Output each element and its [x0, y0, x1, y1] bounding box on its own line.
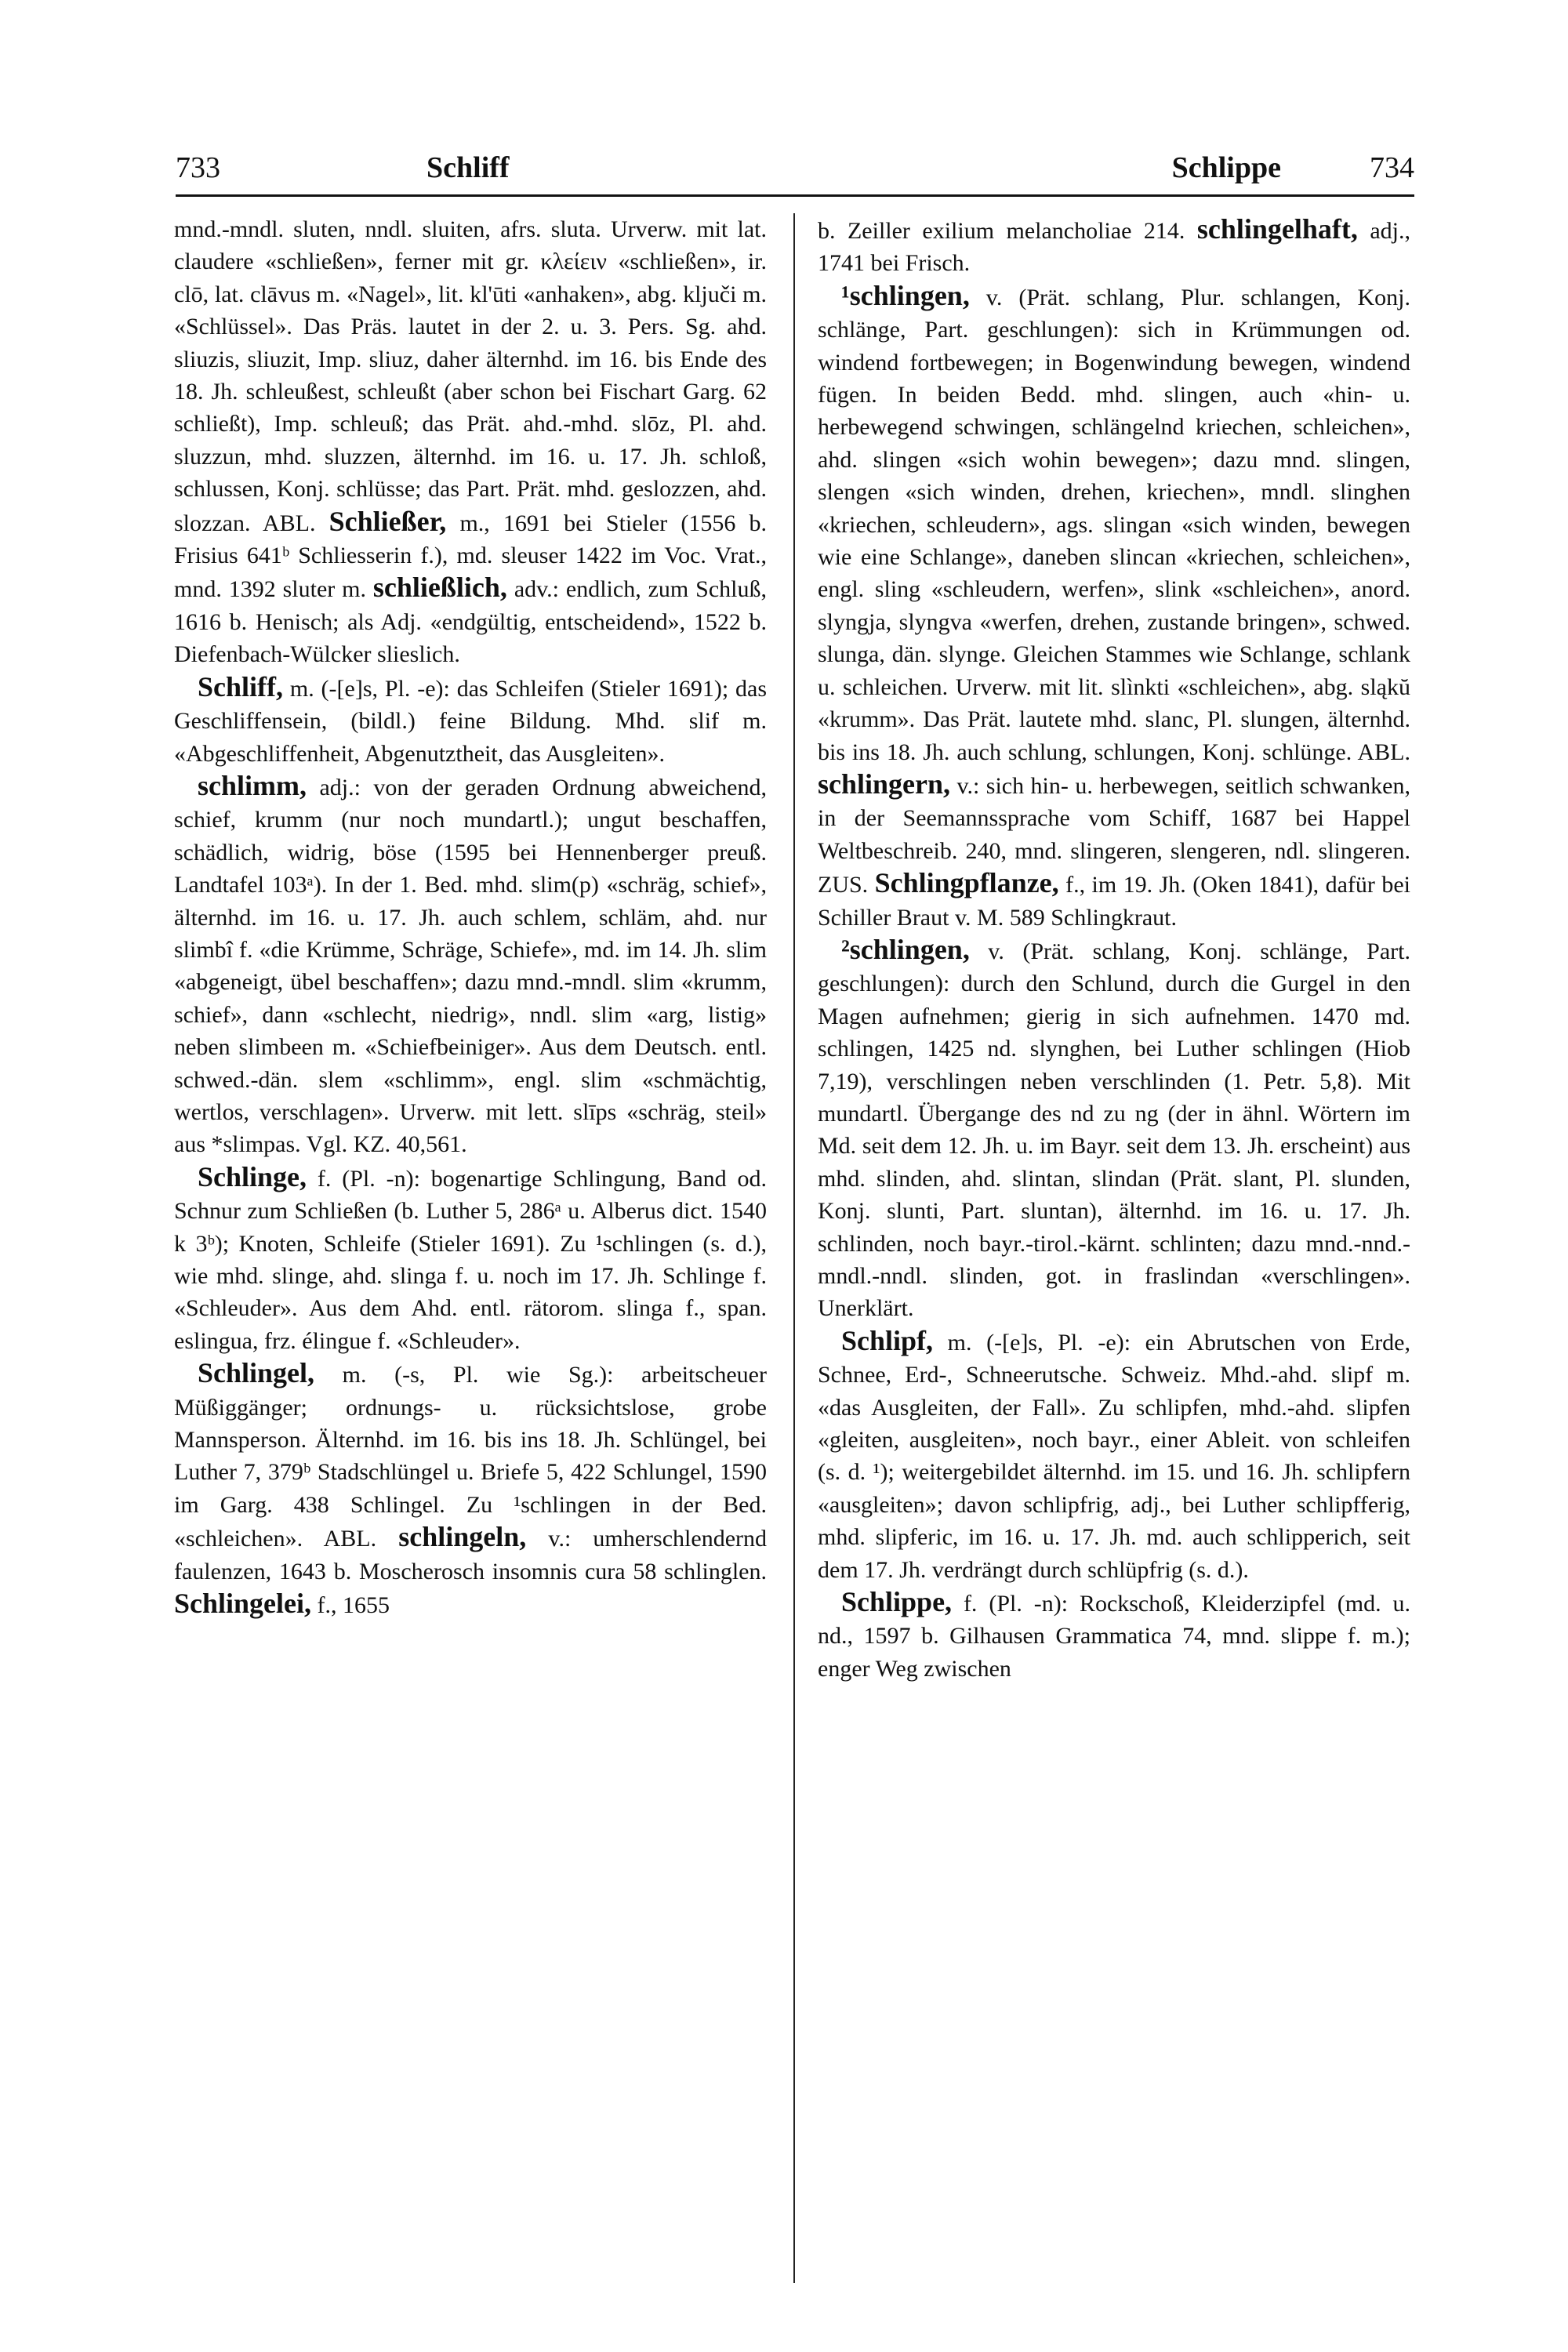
entry-text: v.: sich hin- u. herbewegen, seitlich schwanken, in der Seemannssprache vom Schiff, 1687 bei Happel Weltbeschreib. 240, mnd. slingeren, slengeren, ndl. slingeren. ZUS.: [818, 772, 1410, 898]
entry-continuation: [174, 213, 767, 671]
entry-schlipf: [818, 1325, 1410, 1586]
entry-text: m. (-[e]s, Pl. -e): das Schleifen (Stieler 1691); das Geschliffensein, (bildl.) feine Bildung. Mhd. slif m. «Abgeschliffenheit, Abgenutztheit, das Ausgleiten».: [174, 675, 767, 767]
entry-text: v. (Prät. schlang, Plur. schlangen, Konj. schlänge, Part. geschlungen): sich in Krümmungen od. windend fortbewegen; in Bogenwindung bewegen, windend fügen. In beiden Bedd. mhd. slingen, auch «hin- u. herbewegend schwingen, schlängelnd kriechen, schleichen», ahd. slingen «sich wohin bewegen»; dazu mnd. slingen, slengen «sich winden, drehen, kriechen», mndl. slinghen «kriechen, schleudern», ags. slingan «sich winden, bewegen wie eine Schlange», daneben slincan «kriechen, schleichen», engl. sling «schleudern, werfen», slink «schleichen», anord. slyngja, slyngva «werfen, drehen, zustande bringen», schwed. slunga, dän. slynge. Gleichen Stammes wie Schlange, schlank u. schleichen. Urverw. mit lit. slìnkti «schleichen», abg. sląkŭ «krumm». Das Prät. lautete mhd. slanc, Pl. slungen, älternhd. bis ins 18. Jh. auch schlung, schlungen, Konj. schlünge. ABL.: [818, 284, 1410, 765]
running-head-left: Schliff: [426, 151, 510, 184]
page-number-right: 734: [1370, 151, 1414, 184]
headword-schlingen-1: ¹schlingen,: [841, 279, 970, 311]
entry-text: v.: umherschlendernd faulenzen, 1643 b. Moscherosch insomnis cura 58 schlinglen.: [174, 1526, 767, 1584]
headword-schlingelhaft: schlingelhaft,: [1196, 213, 1358, 245]
entry-text: v. (Prät. schlang, Konj. schlänge, Part. geschlungen): durch den Schlund, durch die Gurgel in den Magen aufnehmen; gierig in sich aufnehmen. 1470 md. schlingen, 1425 nd. slynghen, bei Luther schlingen (Hiob 7,19), verschlingen neben verschlinden (1. Petr. 5,8). Mit mundartl. Übergange des nd zu ng (der in ähnl. Wörtern im Md. seit dem 12. Jh. u. im Bayr. seit dem 13. Jh. erscheint) aus mhd. slinden, ahd. slintan, slindan (Prät. slant, Pl. slunden, Konj. slunti, Part. sluntan), älternhd. im 16. u. 17. Jh. schlinden, noch bayr.-tirol.-kärnt. schlinten; dazu mnd.-nnd.-mndl.-nndl. slinden, got. in fraslindan «verschlingen». Unerklärt.: [818, 938, 1410, 1322]
entry-schlingel: [174, 1357, 767, 1621]
entry-text: adj., 1741 bei Frisch.: [818, 218, 1410, 277]
column-divider: [793, 213, 795, 2283]
entry-text: f. (Pl. -n): Rockschoß, Kleiderzipfel (md. u. nd., 1597 b. Gilhausen Grammatica 74, mnd. slippe f. m.); enger Weg zwischen: [818, 1591, 1410, 1682]
entry-text: m. (-s, Pl. wie Sg.): arbeitscheuer Müßiggänger; ordnungs- u. rücksichtslose, grobe Mannsperson. Älternhd. im 16. bis ins 18. Jh. Schlüngel, bei Luther 7, 379ᵇ Stadschlüngel u. Briefe 5, 422 Schlungel, 1590 im Garg. 438 Schlingel. Zu ¹schlingen in der Bed. «schleichen». ABL.: [174, 1362, 767, 1552]
headword-schlingpflanze: Schlingpflanze,: [874, 867, 1059, 899]
headword-schliff: Schliff,: [198, 670, 284, 702]
left-column: [174, 213, 767, 2283]
entry-text: adv.: endlich, zum Schluß, 1616 b. Henisch; als Adj. «endgültig, entscheidend», 1522 b. Diefenbach-Wülcker slieslich.: [174, 576, 767, 668]
entry-schlippe: [818, 1586, 1410, 1685]
header-rule: [176, 194, 1414, 197]
entry-text: b. Zeiller exilium melancholiae 214.: [818, 218, 1197, 244]
entry-text: f., 1655: [311, 1592, 390, 1619]
running-header: [176, 146, 1414, 190]
headword-schliesslich: schließlich,: [372, 572, 507, 604]
headword-schlinge: Schlinge,: [198, 1160, 307, 1192]
entry-schlinge: [174, 1161, 767, 1357]
entry-schliff: [174, 671, 767, 770]
headword-schlingel: Schlingel,: [198, 1357, 315, 1389]
headword-schlingeln: schlingeln,: [398, 1521, 527, 1553]
page-number-left: 733: [176, 151, 220, 184]
entry-continuation: [818, 213, 1410, 280]
entry-schlingen-2: [818, 934, 1410, 1325]
headword-schlipf: Schlipf,: [841, 1324, 934, 1356]
entry-text: f. (Pl. -n): bogenartige Schlingung, Band od. Schnur zum Schließen (b. Luther 5, 286ᵃ u. Alberus dict. 1540 k 3ᵇ); Knoten, Schleife (Stieler 1691). Zu ¹schlingen (s. d.), wie mhd. slinge, ahd. slinga f. u. noch im 17. Jh. Schlinge f. «Schleuder». Aus dem Ahd. entl. rätorom. slinga f., span. eslingua, frz. élingue f. «Schleuder».: [174, 1165, 767, 1354]
headword-schlingelei: Schlingelei,: [174, 1588, 312, 1620]
headword-schlippe: Schlippe,: [841, 1586, 953, 1618]
headword-schlingern: schlingern,: [818, 768, 951, 800]
right-column: [818, 213, 1410, 2283]
headword-schliesser: Schließer,: [328, 505, 447, 537]
entry-text: m., 1691 bei Stieler (1556 b. Frisius 641ᵇ Schliesserin f.), md. sleuser 1422 im Voc. Vrat., mnd. 1392 sluter m.: [174, 510, 767, 603]
running-head-right: Schlippe: [1171, 151, 1281, 184]
headword-schlimm: schlimm,: [198, 769, 307, 801]
headword-schlingen-2: ²schlingen,: [841, 933, 970, 965]
entry-text: adj.: von der geraden Ordnung abweichend, schief, krumm (nur noch mundartl.); ungut beschaffen, schädlich, widrig, böse (1595 bei Hennenberger preuß. Landtafel 103ᵃ). In der 1. Bed. mhd. slim(p) «schräg, schief», älternhd. im 16. u. 17. Jh. auch schlem, schläm, ahd. nur slimbî f. «die Krümme, Schräge, Schiefe», md. im 14. Jh. slim «abgeneigt, übel beschaffen»; dazu mnd.-mndl. slim «krumm, schief», dann «schlecht, niedrig», nndl. slim «arg, listig» neben slimbeen m. «Schiefbeiniger». Aus dem Deutsch. entl. schwed.-dän. slem «schlimm», engl. slim «schmächtig, wertlos, verschlagen». Urverw. mit lett. slīps «schräg, steil» aus *slimpas. Vgl. KZ. 40,561.: [174, 774, 767, 1158]
entry-text: mnd.-mndl. sluten, nndl. sluiten, afrs. sluta. Urverw. mit lat. claudere «schließen», ferner mit gr. κλείειν «schließen», ir. clō, lat. clāvus m. «Nagel», lit. kl'ūti «anhaken», abg. ključi m. «Schlüssel». Das Präs. lautet in der 2. u. 3. Pers. Sg. ahd. sliuzis, sliuzit, Imp. sliuz, daher älternhd. im 16. bis Ende des 18. Jh. schleußest, schleußt (aber schon bei Fischart Garg. 62 schließt), Imp. schleuß; das Prät. ahd.-mhd. slōz, Pl. ahd. sluzzun, mhd. sluzzen, älternhd. im 16. u. 17. Jh. schloß, schlussen, Konj. schlüsse; das Part. Prät. mhd. geslozzen, ahd. slozzan. ABL.: [174, 216, 767, 536]
entry-schlingen-1: [818, 280, 1410, 934]
entry-schlimm: [174, 770, 767, 1161]
entry-text: f., im 19. Jh. (Oken 1841), dafür bei Schiller Braut v. M. 589 Schlingkraut.: [818, 872, 1410, 931]
entry-text: m. (-[e]s, Pl. -e): ein Abrutschen von Erde, Schnee, Erd-, Schneerutsche. Schweiz. Mhd.-ahd. slipf m. «das Ausgleiten, der Fall». Zu schlipfen, mhd.-ahd. slipfen «gleiten, ausgleiten», noch bayr., einer Ableit. von schleifen (s. d. ¹); weitergebildet älternhd. im 15. und 16. Jh. schlipfern «ausgleiten»; davon schlipfrig, adj., bei Luther schlipfferig, mhd. slipferic, im 16. u. 17. Jh. md. auch schlipperich, seit dem 17. Jh. verdrängt durch schlüpfrig (s. d.).: [818, 1329, 1410, 1583]
